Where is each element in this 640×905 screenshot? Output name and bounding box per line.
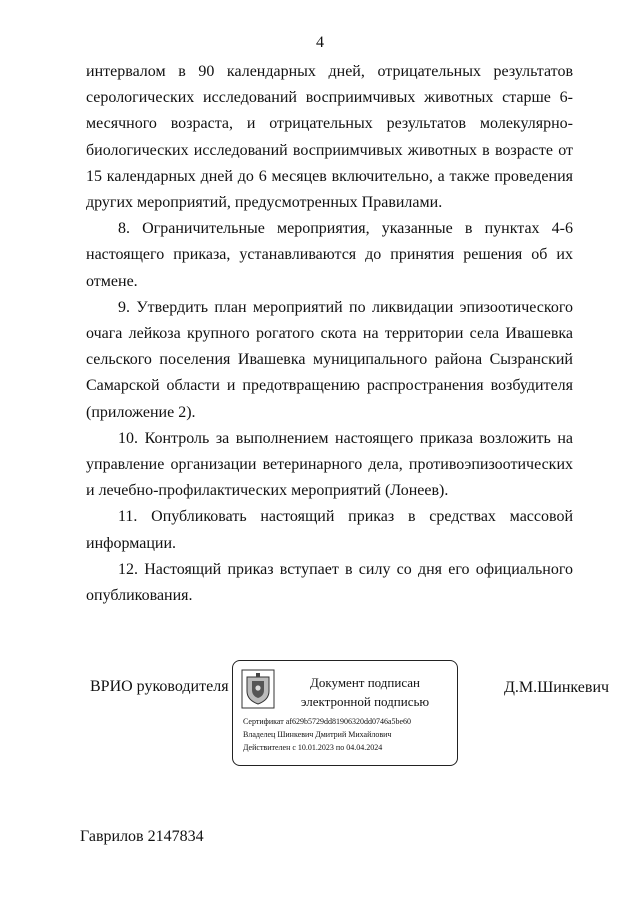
signer-position-title: ВРИО руководителя bbox=[90, 678, 229, 695]
stamp-heading bbox=[277, 673, 453, 711]
coat-of-arms-icon bbox=[241, 669, 275, 709]
paragraph-item-9: 9. Утвердить план мероприятий по ликвидации эпизоотического очага лейкоза крупного рогатого скота на территории села Ивашевка сельского поселения Ивашевка муниципального района Сызранский Самарской области и предотвращению распространения возбудителя (приложение 2). bbox=[86, 298, 573, 421]
paragraph-item-8: 8. Ограничительные мероприятия, указанные в пунктах 4-6 настоящего приказа, устанавливаются до принятия решения об их отмене. bbox=[86, 220, 573, 290]
signer-name: Д.М.Шинкевич bbox=[504, 679, 610, 696]
electronic-signature-stamp bbox=[232, 660, 458, 766]
paragraph-item-11: 11. Опубликовать настоящий приказ в средствах массовой информации. bbox=[86, 508, 573, 552]
executor-note: Гаврилов 2147834 bbox=[80, 828, 204, 845]
stamp-owner: Владелец Шинкевич Дмитрий Михайлович bbox=[243, 730, 392, 739]
stamp-heading-line: Документ подписан bbox=[310, 675, 420, 690]
stamp-details bbox=[243, 715, 455, 754]
paragraph-item-10: 10. Контроль за выполнением настоящего приказа возложить на управление организации ветеринарного дела, противоэпизоотических и лечебно-профилактических мероприятий (Лонеев). bbox=[86, 429, 573, 500]
stamp-heading-line: электронной подписью bbox=[300, 694, 430, 709]
page-number: 4 bbox=[316, 34, 324, 51]
stamp-certificate: Сертификат af629b5729dd81906320dd0746a5be60 bbox=[243, 717, 412, 726]
document-body bbox=[86, 59, 573, 609]
stamp-validity: Действителен с 10.01.2023 по 04.04.2024 bbox=[243, 743, 383, 752]
paragraph-item-12: 12. Настоящий приказ вступает в силу со дня его официального опубликования. bbox=[86, 560, 573, 605]
paragraph-continuation: интервалом в 90 календарных дней, отрицательных результатов серологических исследований восприимчивых животных старше 6-месячного возраста, и отрицательных результатов молекулярно-биологических исследований восприимчивых животных в возрасте от 15 календарных дней до 6 месяцев включительно, а также проведения других мероприятий, предусмотренных Правилами. bbox=[86, 63, 573, 212]
